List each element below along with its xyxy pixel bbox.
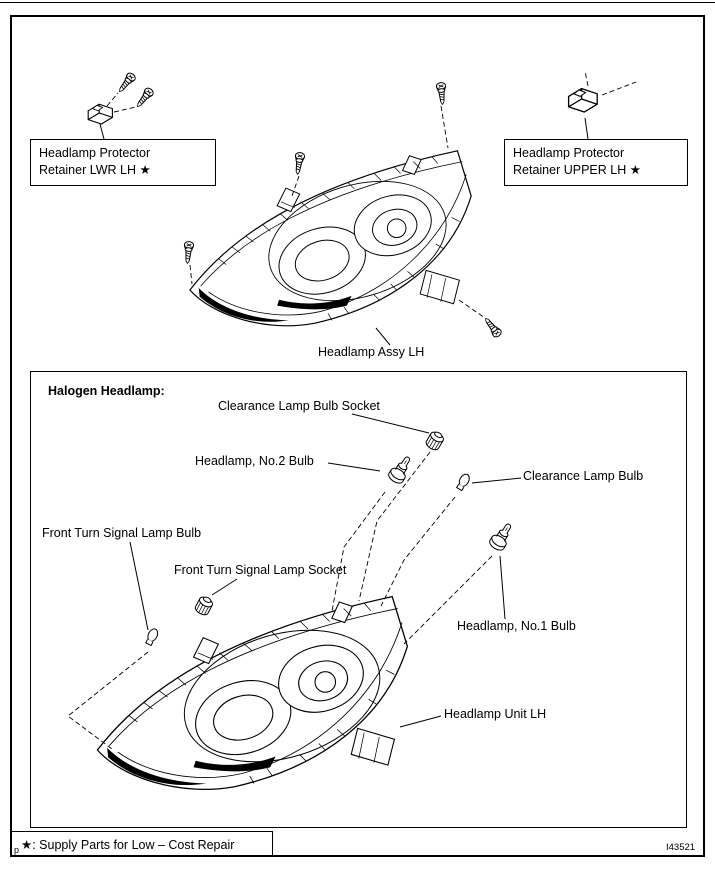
halogen-headlamp-title: Halogen Headlamp:: [48, 384, 165, 398]
turn-signal-socket-label: Front Turn Signal Lamp Socket: [174, 563, 347, 577]
turn-signal-bulb-label: Front Turn Signal Lamp Bulb: [42, 526, 202, 540]
retainer-upper-callout: [504, 139, 688, 186]
halogen-headlamp-box: [30, 371, 687, 828]
retainer-lwr-line1: Headlamp Protector: [39, 146, 151, 160]
figure-code: I43521: [666, 842, 696, 853]
retainer-lwr-callout: [30, 139, 216, 186]
headlamp-no2-label: Headlamp, No.2 Bulb: [195, 454, 314, 468]
retainer-upper-line1: Headlamp Protector: [513, 146, 625, 160]
headlamp-assy-label: Headlamp Assy LH: [318, 345, 425, 359]
retainer-upper-line2: Retainer UPPER LH ★: [513, 163, 641, 177]
footnote-prefix: p: [14, 845, 20, 855]
retainer-lwr-line2: Retainer LWR LH ★: [39, 163, 151, 177]
page-top-rule: [0, 2, 715, 3]
footnote-text: ★: Supply Parts for Low – Cost Repair: [21, 838, 235, 852]
headlamp-unit-label: Headlamp Unit LH: [444, 707, 547, 721]
clearance-bulb-label: Clearance Lamp Bulb: [523, 469, 644, 483]
footnote-box: [10, 831, 273, 857]
headlamp-no1-label: Headlamp, No.1 Bulb: [457, 619, 576, 633]
clearance-socket-label: Clearance Lamp Bulb Socket: [218, 399, 380, 413]
